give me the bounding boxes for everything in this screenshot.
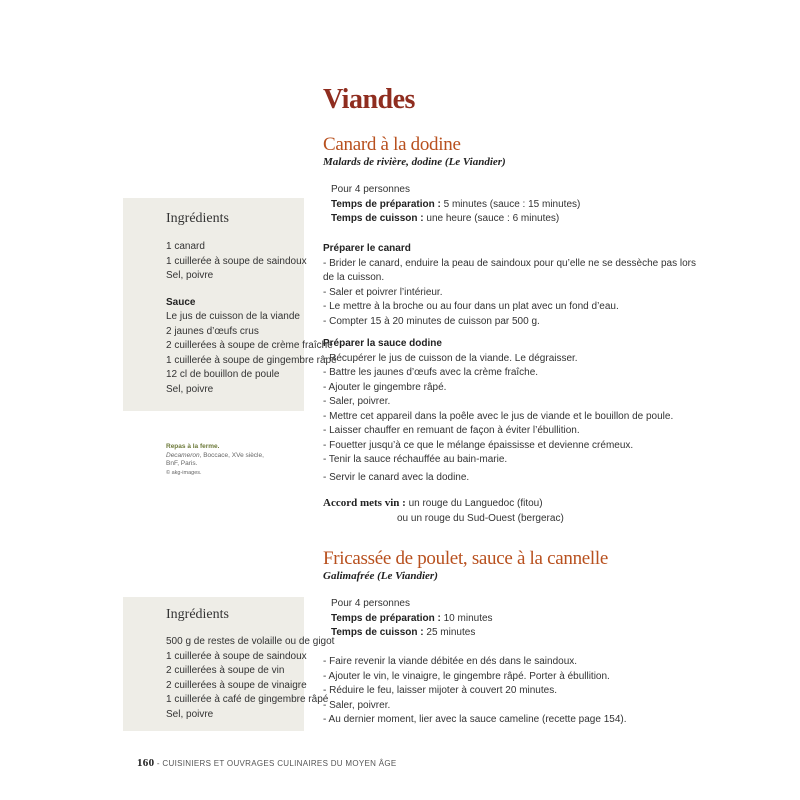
wine-pairing-line1: un rouge du Languedoc (fitou)	[405, 498, 543, 509]
recipe1-step2-line: - Fouetter jusqu’à ce que le mélange épaississe et devienne crémeux.	[323, 439, 634, 451]
ingredient-item: 1 canard	[166, 241, 205, 252]
ingredient-item: Le jus de cuisson de la viande	[166, 311, 300, 322]
recipe2-times	[331, 597, 493, 641]
ingredient-item: 2 jaunes d’œufs crus	[166, 325, 259, 337]
recipe1-step1-line: - Saler et poivrer l’intérieur.	[323, 286, 443, 298]
recipe1-prep: Temps de préparation : 5 minutes (sauce : 15 minutes)	[331, 198, 581, 210]
recipe1-step1-line: - Compter 15 à 20 minutes de cuisson par 500 g.	[323, 315, 540, 327]
recipe2-step-line: - Ajouter le vin, le vinaigre, le gingembre râpé. Porter à ébullition.	[323, 670, 610, 682]
ingredient-item: 2 cuillerées à soupe de vin	[166, 665, 285, 676]
ingredient-item: Sel, poivre	[166, 270, 214, 281]
recipe1-step2	[323, 337, 673, 468]
recipe2-prep: Temps de préparation : 10 minutes	[331, 612, 493, 624]
recipe2-step-line: - Réduire le feu, laisser mijoter à couvert 20 minutes.	[323, 685, 557, 696]
recipe2-step-line: - Faire revenir la viande débitée en dés dans le saindoux.	[323, 656, 578, 667]
section-title: Viandes	[323, 84, 415, 115]
recipe1-step2-line: - Saler, poivrer.	[323, 396, 391, 407]
ingredients-list-2	[166, 635, 334, 722]
ingredients-title-1: Ingrédients	[166, 211, 229, 226]
caption-source: Decameron, Boccace, XVe siècle,	[166, 451, 264, 459]
recipe1-wine	[323, 496, 564, 526]
recipe1-serve-line: - Servir le canard avec la dodine.	[323, 472, 470, 483]
recipe1-step1-title: Préparer le canard	[323, 243, 411, 254]
ingredient-item: Sel, poivre	[166, 708, 214, 720]
recipe1-step2-line: - Mettre cet appareil dans la poêle avec le jus de viande et le bouillon de poule.	[323, 410, 674, 422]
ingredient-item: 500 g de restes de volaille ou de gigot	[166, 636, 335, 647]
wine-pairing-label: Accord mets vin :	[323, 497, 406, 509]
ingredients-title-2: Ingrédients	[166, 607, 229, 622]
recipe1-step1	[323, 242, 696, 329]
recipe1-cook: Temps de cuisson : une heure (sauce : 6 minutes)	[331, 213, 560, 224]
recipe2-subtitle: Galimafrée (Le Viandier)	[323, 570, 438, 582]
ingredient-item: 2 cuillerées à soupe de crème fraîche	[166, 340, 333, 351]
page-number: 160	[137, 757, 155, 769]
recipe2-step-line: - Saler, poivrer.	[323, 699, 391, 711]
recipe1-step2-line: - Laisser chauffer en remuant de façon à éviter l’ébullition.	[323, 425, 580, 436]
ingredients-list-1	[166, 240, 337, 397]
recipe2-serves: Pour 4 personnes	[331, 598, 410, 609]
sauce-title: Sauce	[166, 296, 196, 308]
recipe1-serves: Pour 4 personnes	[331, 184, 410, 195]
caption-title: Repas à la ferme.	[166, 443, 220, 450]
image-caption	[166, 443, 264, 477]
ingredient-item: 1 cuillerée à soupe de saindoux	[166, 650, 307, 662]
ingredient-item: 1 cuillerée à café de gingembre râpé	[166, 694, 329, 705]
recipe1-step2-line: - Ajouter le gingembre râpé.	[323, 381, 447, 393]
recipe1-times	[331, 183, 580, 227]
recipe1-title: Canard à la dodine	[323, 134, 461, 155]
recipe2-title: Fricassée de poulet, sauce à la cannelle	[323, 548, 608, 569]
recipe2-cook: Temps de cuisson : 25 minutes	[331, 627, 476, 638]
recipe1-step1-line: de la cuisson.	[323, 272, 385, 283]
ingredient-item: Sel, poivre	[166, 383, 214, 395]
recipe2-steps	[323, 655, 627, 728]
ingredient-item: 1 cuillerée à soupe de gingembre râpé	[166, 354, 337, 366]
recipe1-step2-line: - Tenir la sauce réchauffée au bain-marie.	[323, 454, 508, 465]
page-footer	[137, 757, 397, 769]
recipe2-step-line: - Au dernier moment, lier avec la sauce cameline (recette page 154).	[323, 714, 627, 725]
recipe1-subtitle: Malards de rivière, dodine (Le Viandier)	[323, 156, 506, 168]
caption-credit: © akg-images.	[166, 469, 202, 476]
recipe1-step2-line: - Battre les jaunes d’œufs avec la crème fraîche.	[323, 367, 539, 378]
recipe1-step2-title: Préparer la sauce dodine	[323, 338, 442, 349]
recipe1-step1-line: - Le mettre à la broche ou au four dans un plat avec un fond d’eau.	[323, 301, 619, 312]
recipe1-step2-line: - Récupérer le jus de cuisson de la viande. Le dégraisser.	[323, 352, 578, 364]
ingredient-item: 2 cuillerées à soupe de vinaigre	[166, 679, 307, 691]
caption-location: BnF, Paris.	[166, 460, 198, 467]
footer-text: - CUISINIERS ET OUVRAGES CULINAIRES DU MOYEN ÂGE	[154, 759, 397, 768]
ingredient-item: 12 cl de bouillon de poule	[166, 369, 280, 380]
wine-pairing-line2: ou un rouge du Sud-Ouest (bergerac)	[397, 512, 564, 524]
ingredient-item: 1 cuillerée à soupe de saindoux	[166, 255, 307, 267]
recipe1-step1-line: - Brider le canard, enduire la peau de saindoux pour qu’elle ne se dessèche pas lors	[323, 257, 697, 269]
